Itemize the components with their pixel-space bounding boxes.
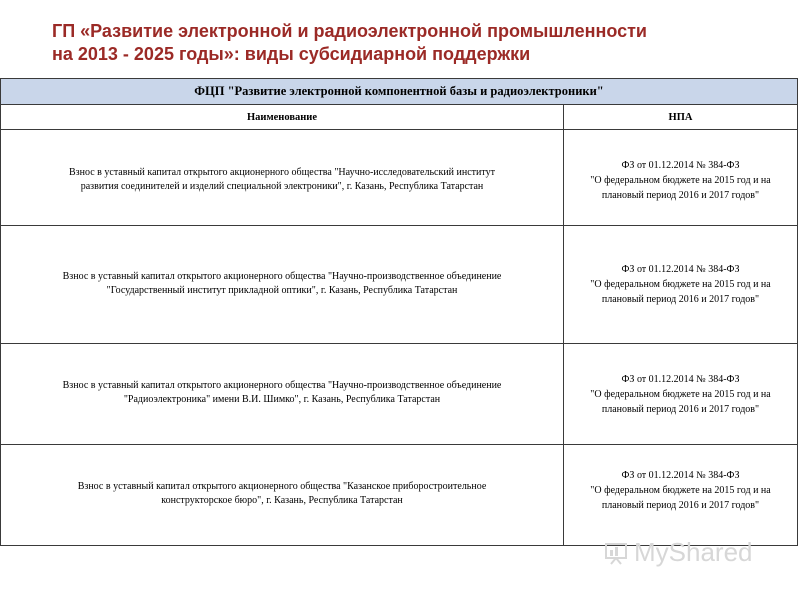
row-name-cell — [1, 130, 564, 226]
row-npa-text: "О федеральном бюджете на 2015 год и на — [590, 279, 771, 290]
row-npa-text: ФЗ от 01.12.2014 № 384-ФЗ — [621, 264, 740, 275]
row-npa-cell — [564, 226, 798, 344]
row-npa-text: ФЗ от 01.12.2014 № 384-ФЗ — [621, 470, 740, 481]
row-npa-cell — [564, 130, 798, 226]
row-npa-text: "О федеральном бюджете на 2015 год и на — [590, 175, 771, 186]
myshared-watermark — [604, 537, 753, 568]
row-name-text: конструкторское бюро", г. Казань, Республика Татарстан — [161, 494, 403, 506]
subsidy-table — [0, 78, 798, 546]
column-header-name: Наименование — [1, 105, 564, 130]
watermark-text: MyShared — [634, 537, 753, 567]
row-npa-text: ФЗ от 01.12.2014 № 384-ФЗ — [621, 160, 740, 171]
column-header-npa: НПА — [564, 105, 798, 130]
row-name-text: "Радиоэлектроника" имени В.И. Шимко", г. Казань, Республика Татарстан — [123, 393, 441, 405]
row-name-text: "Государственный институт прикладной оптики", г. Казань, Республика Татарстан — [106, 284, 458, 296]
slide-title-line-2: на 2013 - 2025 годы»: виды субсидиарной поддержки — [52, 44, 531, 64]
table-row — [1, 226, 798, 344]
row-name-cell — [1, 344, 564, 445]
table-row — [1, 445, 798, 546]
column-header-row — [1, 105, 798, 130]
row-name-text: развития соединителей и изделий специальной электроники", г. Казань, Республика Татарстан — [80, 180, 484, 192]
row-npa-text: "О федеральном бюджете на 2015 год и на — [590, 485, 771, 496]
row-npa-text: плановый период 2016 и 2017 годов" — [601, 500, 760, 511]
row-name-cell — [1, 445, 564, 546]
row-name-text: Взнос в уставный капитал открытого акционерного общества "Казанское приборостроительное — [77, 481, 487, 492]
slide-title-line-1: ГП «Развитие электронной и радиоэлектронной промышленности — [52, 21, 648, 41]
program-header-row — [1, 79, 798, 105]
slide-title — [52, 20, 772, 66]
row-npa-text: плановый период 2016 и 2017 годов" — [601, 404, 760, 415]
row-npa-cell — [564, 445, 798, 546]
row-name-cell — [1, 226, 564, 344]
row-name-text: Взнос в уставный капитал открытого акционерного общества "Научно-производственное объединение — [62, 271, 502, 282]
program-header: ФЦП "Развитие электронной компонентной базы и радиоэлектроники" — [1, 79, 798, 105]
presentation-board-icon — [604, 541, 628, 565]
table-row — [1, 344, 798, 445]
table-row — [1, 130, 798, 226]
row-name-text: Взнос в уставный капитал открытого акционерного общества "Научно-исследовательский институт — [69, 167, 495, 178]
row-npa-text: "О федеральном бюджете на 2015 год и на — [590, 389, 771, 400]
row-npa-cell — [564, 344, 798, 445]
row-name-text: Взнос в уставный капитал открытого акционерного общества "Научно-производственное объединение — [62, 380, 502, 391]
row-npa-text: ФЗ от 01.12.2014 № 384-ФЗ — [621, 374, 740, 385]
row-npa-text: плановый период 2016 и 2017 годов" — [601, 190, 760, 201]
row-npa-text: плановый период 2016 и 2017 годов" — [601, 294, 760, 305]
